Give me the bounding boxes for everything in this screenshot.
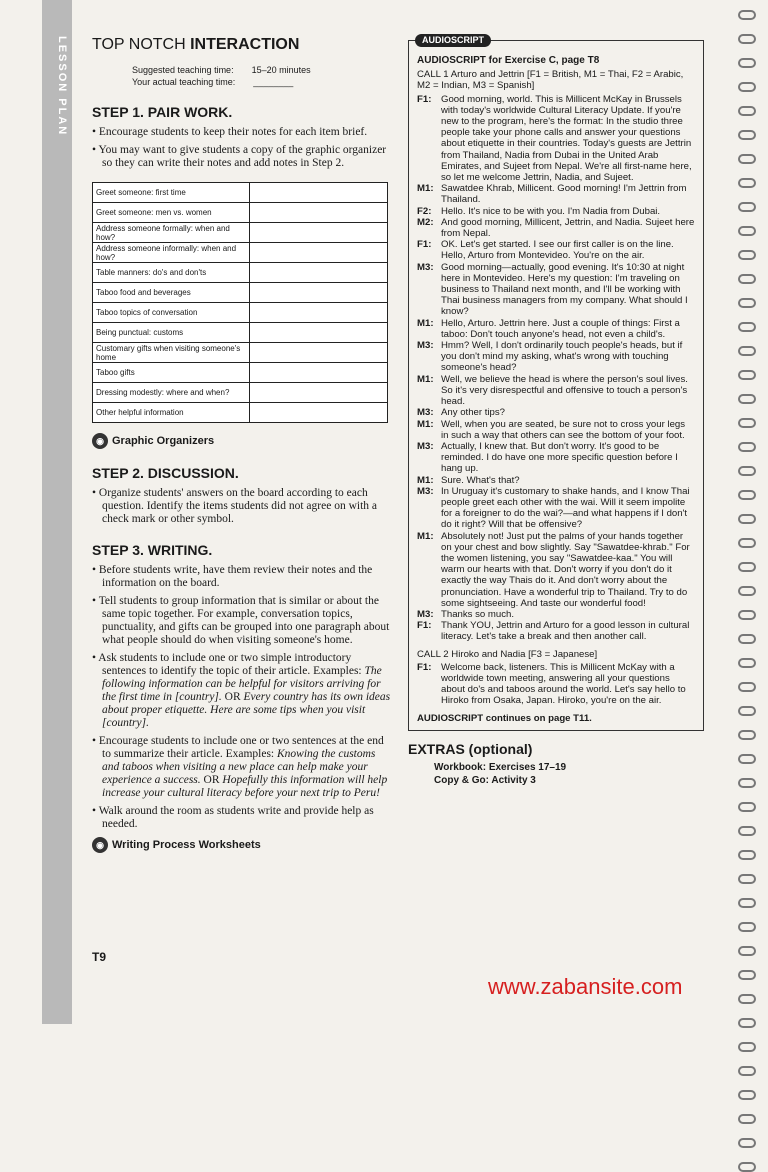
ring [738, 946, 756, 956]
step3-bullet: • Tell students to group information that is similar or about the same topic together. For example, conversation topics, punctuality, and gifts can be grouped into one paragraph about what people should do when visiting someone's home. [92, 595, 390, 646]
ring [738, 274, 756, 284]
extras-heading: EXTRAS (optional) [408, 740, 533, 757]
speech: Thanks so much. [441, 608, 515, 620]
ring [738, 10, 756, 20]
speech: Well, when you are seated, be sure not to cross your legs in such a way that others can see the bottom of your foot. [441, 418, 686, 441]
organizer-label: Address someone informally: when and how? [93, 243, 250, 263]
call-2: CALL 2 Hiroko and Nadia [F3 = Japanese] [417, 648, 598, 660]
example: Hopefully this information will help increase your cultural literacy before your next trip to Peru! [102, 774, 388, 799]
ring [738, 634, 756, 644]
ring [738, 586, 756, 596]
organizer-notes-cell [250, 403, 388, 423]
step3-bullet: • Walk around the room as students write and provide help as needed. [92, 805, 374, 830]
ring [738, 490, 756, 500]
ring [738, 58, 756, 68]
text: OR [200, 774, 223, 786]
step1-heading: STEP 1. PAIR WORK. [92, 104, 233, 120]
speech: Thank YOU, Jettrin and Arturo for a good lesson in cultural literacy. Let's take a break and then another call. [441, 620, 690, 643]
step3-bullet: • Before students write, have them review their notes and the information on the board. [92, 564, 373, 589]
ring [738, 898, 756, 908]
ring [738, 1090, 756, 1100]
organizer-notes-cell [250, 223, 388, 243]
resource-label: Writing Process Worksheets [112, 839, 261, 851]
speaker: M3: [417, 407, 434, 419]
ring [738, 1018, 756, 1028]
dialogue-line [417, 206, 695, 217]
dialogue-line [417, 340, 695, 374]
dialogue [417, 662, 695, 707]
speaker: M3: [417, 485, 434, 497]
actual-time-label: Your actual teaching time: [132, 77, 236, 87]
writing-process-resource [92, 837, 392, 853]
right-column [408, 35, 704, 787]
step2-bullet: • Organize students' answers on the board according to each question. Identify the items students did not agree on with a check mark or other symbol. [92, 487, 377, 525]
organizer-row [93, 203, 388, 223]
organizer-label: Taboo food and beverages [93, 283, 250, 303]
page-number: T9 [92, 950, 107, 964]
dialogue-line [417, 183, 695, 205]
dialogue-line [417, 441, 695, 475]
step3-heading: STEP 3. WRITING. [92, 542, 213, 558]
speaker: M1: [417, 474, 434, 486]
speech: Any other tips? [441, 407, 505, 419]
speech: Actually, I knew that. But don't worry. It's good to be reminded. I do have one more specific question before I hang up. [441, 440, 678, 475]
speech: Welcome back, listeners. This is Millicent McKay with a worldwide town meeting, answering all your questions about do's and taboos around the world. Let's say hello to Hiroko from Osaka, Japan. Hiroko, you're on the air. [441, 661, 686, 707]
speaker: F1: [417, 620, 432, 632]
speech: Absolutely not! Just put the palms of your hands together on your chest and bow slightly. Say "Sawatdee-khrab." For the women listening, you say "Sawatdee-kaa." You will warm our hearts with that. Don't worry if you don't do it exactly the way Thais do it. And don't worry about the pronunciation. Have a wonderful trip to Thailand. Try to do some sightseeing. And taste our wonderful food! [441, 530, 690, 609]
organizer-notes-cell [250, 283, 388, 303]
watermark: www.zabansite.com [488, 974, 683, 999]
organizer-label: Greet someone: men vs. women [93, 203, 250, 223]
dialogue-line [417, 262, 695, 318]
speech: OK. Let's get started. I see our first caller is on the line. Hello, Arturo from Montevideo. You're on the air. [441, 239, 674, 262]
speech: Sure. What's that? [441, 474, 520, 486]
ring [738, 610, 756, 620]
ring [738, 298, 756, 308]
dialogue-line [417, 620, 695, 642]
speaker: M1: [417, 418, 434, 430]
ring [738, 802, 756, 812]
text: • Encourage students to include one or two sentences at the end to summarize their article. Examples: [92, 735, 384, 760]
speaker: M1: [417, 183, 434, 195]
ring [738, 874, 756, 884]
text: • Ask students to include one or two simple introductory sentences to identify the topic of their article. Examples: [92, 652, 365, 677]
dialogue-line [417, 217, 695, 239]
title-part-a: TOP NOTCH [92, 36, 191, 53]
sidebar-label: LESSON PLAN [56, 36, 68, 137]
organizer-notes-cell [250, 323, 388, 343]
ring [738, 106, 756, 116]
dialogue-line [417, 662, 695, 707]
ring [738, 682, 756, 692]
audioscript-tag: AUDIOSCRIPT [415, 34, 491, 47]
step1-bullet: • Encourage students to keep their notes for each item brief. [92, 126, 368, 138]
left-column [92, 28, 392, 859]
sidebar [42, 0, 72, 1024]
speaker: M1: [417, 530, 434, 542]
speaker: M3: [417, 440, 434, 452]
dialogue-line [417, 475, 695, 486]
speaker: M2: [417, 216, 434, 228]
speaker: F1: [417, 93, 432, 105]
ring [738, 82, 756, 92]
call-1: CALL 1 Arturo and Jettrin [F1 = British, M1 = Thai, F2 = Arabic, M2 = Indian, M3 = Spanish] [417, 69, 684, 92]
speaker: F1: [417, 661, 432, 673]
spiral-binding [730, 10, 760, 1010]
organizer-notes-cell [250, 263, 388, 283]
speech: Hmm? Well, I don't ordinarily touch people's heads, but if you don't mind my asking, what's wrong with touching someone's head? [441, 340, 683, 374]
organizer-notes-cell [250, 203, 388, 223]
organizer-label: Taboo topics of conversation [93, 303, 250, 323]
speech: In Uruguay it's customary to shake hands, and I know Thai people greet each other with the wai. Will it seem impolite for a foreigner to do the wai?—and what happens if I don't do it right? Will that be offensive? [441, 485, 690, 531]
speaker: F2: [417, 205, 432, 217]
ring [738, 34, 756, 44]
ring [738, 730, 756, 740]
organizer-row [93, 403, 388, 423]
dialogue-line [417, 318, 695, 340]
example: Every country has its own ideas about proper etiquette. Here are some tips when you visit [country]. [102, 691, 391, 729]
example: Knowing the customs and taboos when visiting a new place can help make your experience a success. [102, 748, 376, 786]
cd-icon: ◉ [92, 433, 108, 449]
step1-bullet: • You may want to give students a copy of the graphic organizer so they can write their notes and add notes in Step 2. [92, 144, 387, 169]
ring [738, 1066, 756, 1076]
ring [738, 538, 756, 548]
organizer-notes-cell [250, 383, 388, 403]
organizer-label: Greet someone: first time [93, 183, 250, 203]
speaker: M1: [417, 317, 434, 329]
organizer-row [93, 243, 388, 263]
ring [738, 322, 756, 332]
ring [738, 754, 756, 764]
graphic-organizer [92, 182, 388, 423]
speech: Hello. It's nice to be with you. I'm Nadia from Dubai. [441, 205, 661, 217]
ring [738, 706, 756, 716]
step3-bullet [92, 735, 392, 800]
resource-label: Graphic Organizers [112, 435, 215, 447]
organizer-row [93, 263, 388, 283]
ring [738, 154, 756, 164]
organizer-row [93, 383, 388, 403]
organizer-notes-cell [250, 363, 388, 383]
organizer-row [93, 283, 388, 303]
organizer-label: Address someone formally: when and how? [93, 223, 250, 243]
ring [738, 1114, 756, 1124]
text: OR [221, 691, 244, 703]
ring [738, 826, 756, 836]
cd-icon: ◉ [92, 837, 108, 853]
ring [738, 1138, 756, 1148]
graphic-organizers-resource [92, 433, 392, 449]
ring [738, 658, 756, 668]
dialogue-line [417, 94, 695, 184]
organizer-label: Table manners: do's and don'ts [93, 263, 250, 283]
ring [738, 994, 756, 1004]
dialogue-line [417, 609, 695, 620]
ring [738, 418, 756, 428]
ring [738, 1042, 756, 1052]
suggested-time-label: Suggested teaching time: [132, 65, 234, 75]
organizer-label: Other helpful information [93, 403, 250, 423]
speech: Good morning—actually, good evening. It's 10:30 at night here in Montevideo. Here's my question: I'm traveling on business to Thailand next month, and I'll be working with Thai business managers from my company. What should I know? [441, 261, 688, 318]
speaker: M3: [417, 261, 434, 273]
ring [738, 130, 756, 140]
ring [738, 778, 756, 788]
speaker: F1: [417, 239, 432, 251]
audioscript-box [408, 35, 704, 731]
dialogue-line [417, 407, 695, 418]
organizer-notes-cell [250, 303, 388, 323]
organizer-notes-cell [250, 243, 388, 263]
speech: Well, we believe the head is where the person's soul lives. So it's very disrespectful and offensive to touch a person's head. [441, 373, 688, 408]
section-title [92, 36, 392, 54]
ring [738, 346, 756, 356]
organizer-row [93, 363, 388, 383]
dialogue-line [417, 419, 695, 441]
suggested-time-value: 15–20 minutes [251, 65, 311, 75]
organizer-notes-cell [250, 343, 388, 363]
speech: Good morning, world. This is Millicent McKay in Brussels with today's worldwide Cultural Literacy Update. If you're new to the program, here's the format: In the studio three people take your phone calls and answer your questions about etiquette in their countries. Today's guests are Jettrin from Thailand, Nadia from Dubai in the United Arab Emirates, and Sujeet from Nepal. We're all first-name here, so let me welcome Jettrin, Nadia, and Sujeet. [441, 93, 692, 184]
speaker: M3: [417, 608, 434, 620]
ring [738, 370, 756, 380]
audioscript-heading: AUDIOSCRIPT for Exercise C, page T8 [417, 55, 600, 66]
ring [738, 202, 756, 212]
organizer-row [93, 323, 388, 343]
ring [738, 178, 756, 188]
ring [738, 1162, 756, 1172]
organizer-label: Dressing modestly: where and when? [93, 383, 250, 403]
organizer-row [93, 303, 388, 323]
ring [738, 514, 756, 524]
extras-copy-go: Copy & Go: Activity 3 [434, 774, 536, 786]
ring [738, 922, 756, 932]
dialogue [417, 94, 695, 643]
title-part-b: INTERACTION [190, 36, 300, 53]
continues-note: AUDIOSCRIPT continues on page T11. [417, 712, 592, 724]
dialogue-line [417, 239, 695, 261]
organizer-notes-cell [250, 183, 388, 203]
organizer-label: Being punctual: customs [93, 323, 250, 343]
teaching-time [132, 64, 392, 88]
ring [738, 394, 756, 404]
speaker: M3: [417, 340, 434, 352]
organizer-label: Taboo gifts [93, 363, 250, 383]
organizer-label: Customary gifts when visiting someone's home [93, 343, 250, 363]
speaker: M1: [417, 373, 434, 385]
dialogue-line [417, 374, 695, 408]
example: The following information can be helpful for visitors arriving for the first time in [country]. [102, 665, 382, 703]
step2-heading: STEP 2. DISCUSSION. [92, 465, 239, 481]
speech: Hello, Arturo. Jettrin here. Just a couple of things: First a taboo: Don't touch anyone's head, not even a child's. [441, 317, 680, 340]
ring [738, 850, 756, 860]
ring [738, 562, 756, 572]
organizer-row [93, 223, 388, 243]
speech: Sawatdee Khrab, Millicent. Good morning! I'm Jettrin from Thailand. [441, 183, 687, 206]
ring [738, 466, 756, 476]
dialogue-line [417, 486, 695, 531]
organizer-row [93, 183, 388, 203]
speech: And good morning, Millicent, Jettrin, and Nadia. Sujeet here from Nepal. [441, 216, 695, 240]
step3-bullet [92, 652, 392, 730]
actual-time-value: ________ [253, 77, 294, 87]
extras-workbook: Workbook: Exercises 17–19 [434, 761, 567, 773]
dialogue-line [417, 531, 695, 609]
organizer-row [93, 343, 388, 363]
ring [738, 226, 756, 236]
ring [738, 250, 756, 260]
ring [738, 970, 756, 980]
ring [738, 442, 756, 452]
